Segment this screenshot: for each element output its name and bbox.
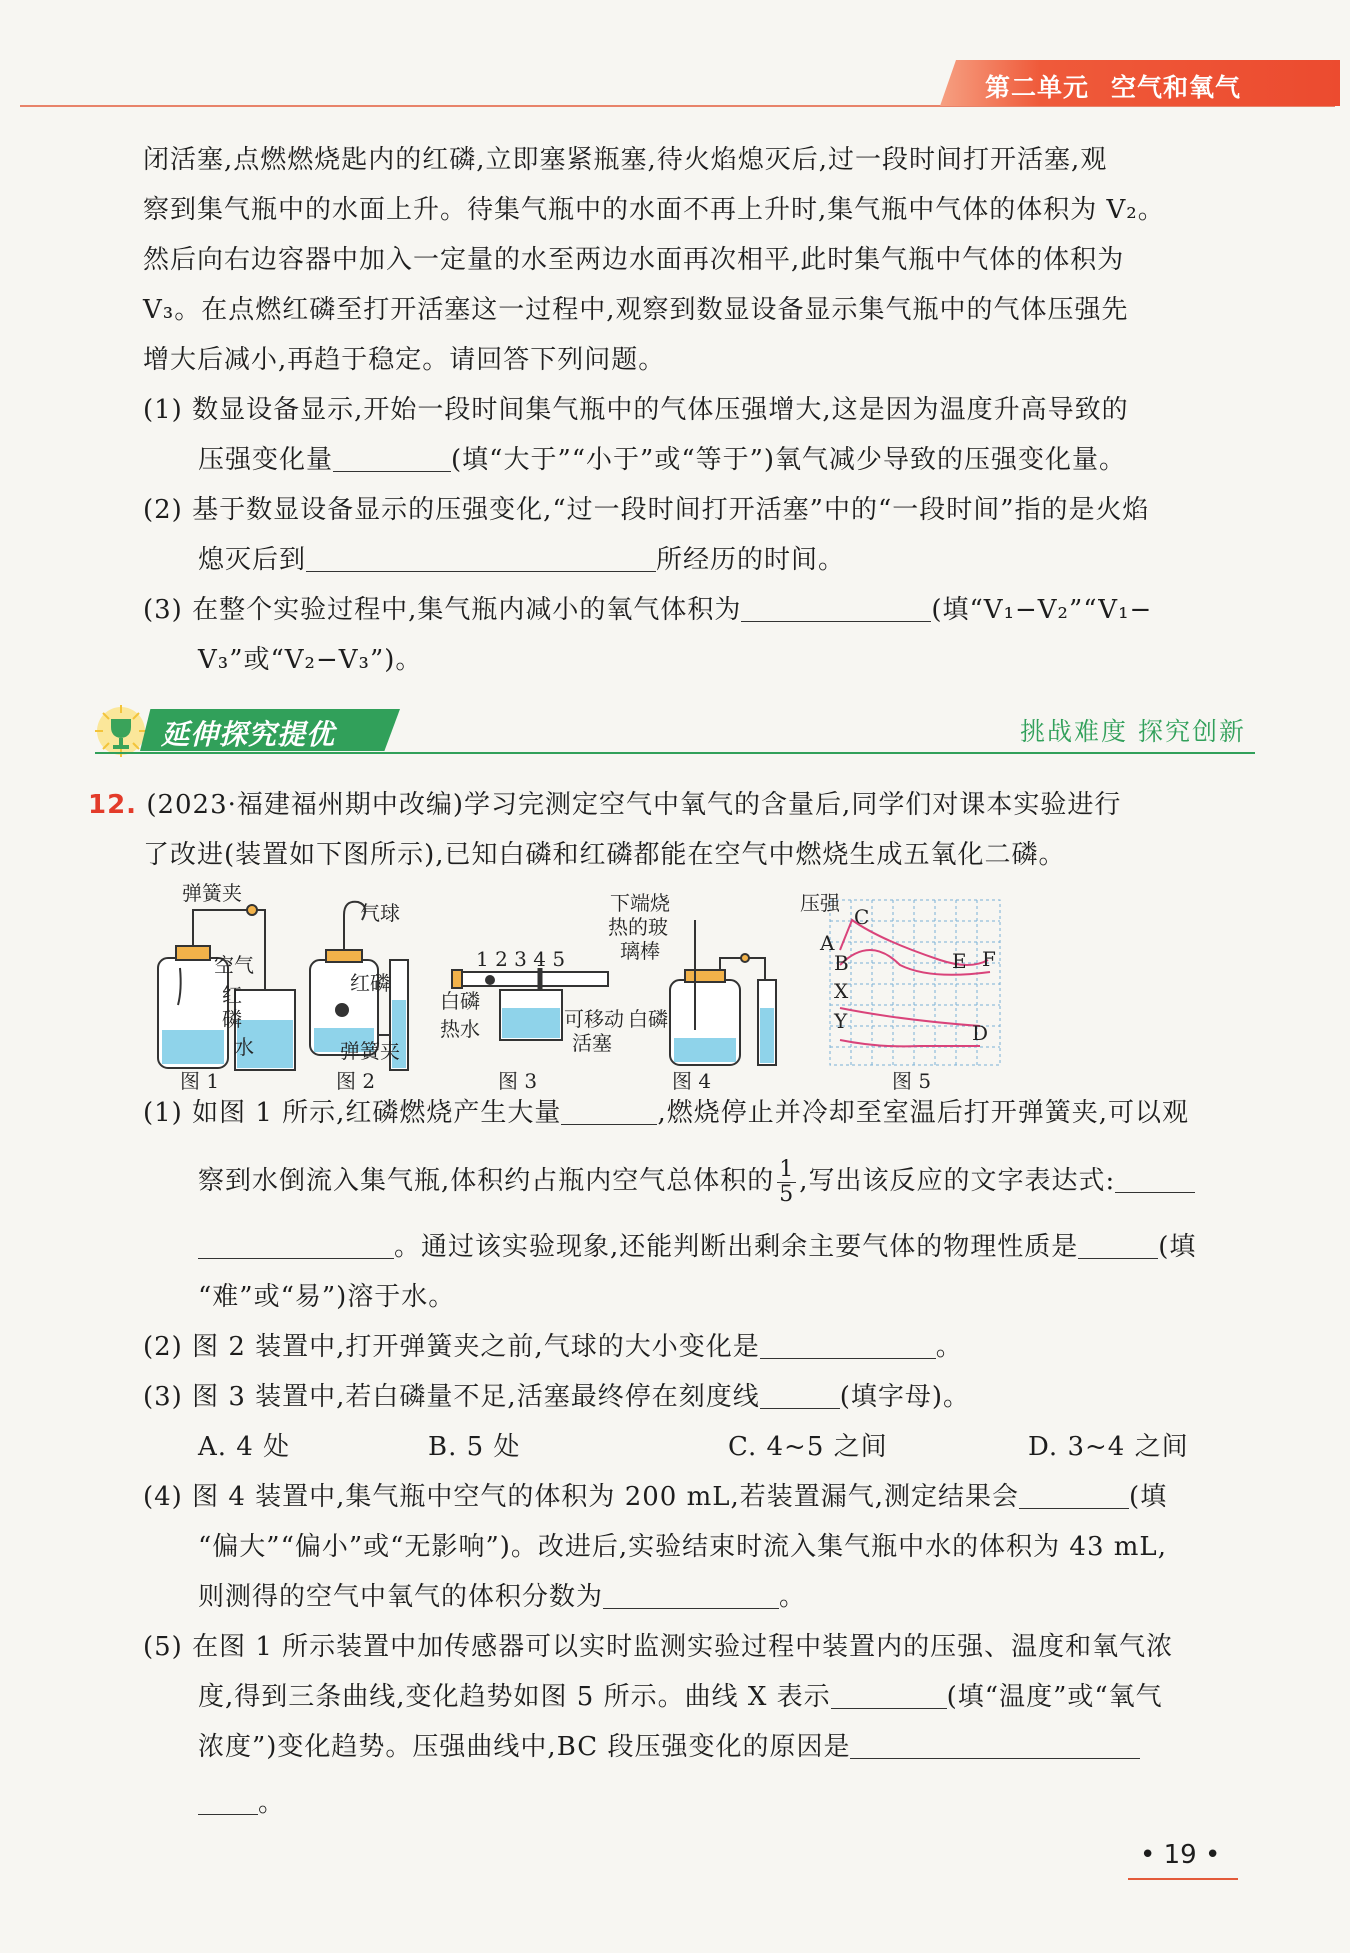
q12-part4-text: (4) 图 4 装置中,集气瓶中空气的体积为 200 mL,若装置漏气,测定结果会 [143, 1482, 1020, 1512]
fig2-label-balloon: 气球 [360, 901, 400, 925]
fig1-label-air: 空气 [214, 953, 254, 977]
answer-blank[interactable] [1115, 1162, 1195, 1193]
fig5-label-f: F [982, 947, 996, 971]
fig3-label-movable: 可移动 [564, 1007, 624, 1031]
fig5-label-b: B [834, 951, 849, 975]
answer-blank[interactable] [306, 541, 656, 572]
q11-part2-line1: (2) 基于数显设备显示的压强变化,“过一段时间打开活塞”中的“一段时间”指的是火焰 [143, 495, 1150, 525]
q12-part4-fill: (填 [1129, 1482, 1168, 1512]
fig2-caption: 图 2 [336, 1069, 376, 1093]
fig2-label-clip: 弹簧夹 [340, 1039, 400, 1063]
fig1-label-water: 水 [234, 1035, 254, 1059]
fig5-caption: 图 5 [892, 1069, 932, 1093]
q12-part1-text2: 察到水倒流入集气瓶,体积约占瓶内空气总体积的 [198, 1166, 775, 1196]
q11-part2-text: 熄灭后到 [198, 545, 307, 575]
fig1-label-red: 红 [222, 983, 242, 1007]
fig1-label-phosphorus: 磷 [222, 1007, 242, 1031]
q12-part5-line4 [198, 1778, 285, 1828]
q12-part4-line2: “偏大”“偏小”或“无影响”)。改进后,实验结束时流入集气瓶中水的体积为 43 mL, [198, 1532, 1167, 1562]
intro-line-1: 闭活塞,点燃燃烧匙内的红磷,立即塞紧瓶塞,待火焰熄灭后,过一段时间打开活塞,观 [143, 145, 1108, 175]
q12-part4-line3 [198, 1572, 806, 1622]
q12-part1-line2 [198, 1156, 1195, 1207]
fig3-caption: 图 3 [498, 1069, 538, 1093]
q12-part1-text: (1) 如图 1 所示,红磷燃烧产生大量 [143, 1098, 562, 1128]
fig3-label-whitep: 白磷 [440, 989, 480, 1013]
q12-part4-line1 [143, 1472, 1167, 1522]
fig4-caption: 图 4 [672, 1069, 712, 1093]
fig5-label-x: X [834, 979, 849, 1003]
q12-part5-fill: (填“温度”或“氧气 [946, 1682, 1163, 1712]
option-c[interactable]: C. 4~5 之间 [728, 1432, 888, 1462]
answer-blank[interactable] [1019, 1478, 1129, 1509]
fig1-caption: 图 1 [180, 1069, 220, 1093]
answer-blank[interactable] [333, 441, 451, 472]
q12-part5-text: 度,得到三条曲线,变化趋势如图 5 所示。曲线 X 表示 [198, 1682, 831, 1712]
intro-line-5: 增大后减小,再趋于稳定。请回答下列问题。 [143, 345, 666, 375]
q12-part3 [143, 1372, 970, 1422]
fig3-scale: 1 2 3 4 5 [476, 947, 566, 971]
q12-part2-text: (2) 图 2 装置中,打开弹簧夹之前,气球的大小变化是 [143, 1332, 760, 1362]
fig4-label-whitep: 白磷 [628, 1007, 668, 1031]
q12-part5-end: 。 [258, 1788, 286, 1818]
q12-part5-line2 [198, 1672, 1163, 1722]
fig5-label-c: C [854, 905, 870, 929]
answer-blank[interactable] [760, 1328, 936, 1359]
q12-part1-line3 [198, 1222, 1196, 1272]
q12-part3-end: (填字母)。 [839, 1382, 970, 1412]
q11-part3-text: (3) 在整个实验过程中,集气瓶内减小的氧气体积为 [143, 595, 742, 625]
answer-blank[interactable] [603, 1578, 779, 1609]
chapter-topic: 空气和氧气 [1111, 73, 1242, 102]
q11-part3-line2: V₃”或“V₂−V₃”)。 [198, 645, 423, 675]
fraction-denominator: 5 [779, 1181, 795, 1207]
answer-blank[interactable] [198, 1784, 258, 1815]
fig4-label-rod2: 热的玻 [608, 915, 668, 939]
fig5-label-e: E [952, 949, 967, 973]
fig5-label-y: Y [834, 1009, 848, 1033]
q11-part2-line2 [198, 535, 845, 585]
q11-part1-line1: (1) 数显设备显示,开始一段时间集气瓶中的气体压强增大,这是因为温度升高导致的 [143, 395, 1129, 425]
chapter-title [985, 68, 1263, 104]
q12-part2-end: 。 [935, 1332, 963, 1362]
figure-strip [140, 880, 1270, 1095]
answer-blank[interactable] [198, 1228, 394, 1259]
intro-line-3: 然后向右边容器中加入一定量的水至两边水面再次相平,此时集气瓶中气体的体积为 [143, 245, 1125, 275]
page-number-rule [1128, 1878, 1238, 1880]
question-number: 12. [88, 790, 138, 820]
q11-part1-text: 压强变化量 [198, 445, 334, 475]
q12-part1-line4: “难”或“易”)溶于水。 [198, 1282, 456, 1312]
q12-part1-prop: 。通过该实验现象,还能判断出剩余主要气体的物理性质是 [394, 1232, 1079, 1262]
q12-part5-line3 [198, 1722, 1140, 1772]
figure-5-curves [840, 920, 990, 1046]
q12-stem-line2: 了改进(装置如下图所示),已知白磷和红磷都能在空气中燃烧生成五氧化二磷。 [143, 840, 1066, 870]
q12-part1-line1 [143, 1088, 1189, 1138]
fraction-numerator: 1 [779, 1156, 795, 1182]
answer-blank[interactable] [760, 1378, 840, 1409]
trophy-icon [95, 705, 147, 757]
page-number: • 19 • [1140, 1840, 1221, 1870]
fig1-label-clip: 弹簧夹 [182, 881, 242, 905]
fig5-label-a: A [820, 931, 835, 955]
option-a[interactable]: A. 4 处 [198, 1432, 291, 1462]
answer-blank[interactable] [1078, 1228, 1158, 1259]
section-title: 延伸探究提优 [161, 718, 336, 751]
q11-part3-line1 [143, 585, 1152, 635]
intro-line-4: V₃。在点燃红磷至打开活塞这一过程中,观察到数显设备显示集气瓶中的气体压强先 [143, 295, 1129, 325]
fig4-label-rod3: 璃棒 [620, 939, 660, 963]
q12-stem-line1 [88, 780, 1121, 830]
q11-part2-tail: 所经历的时间。 [656, 545, 846, 575]
option-b[interactable]: B. 5 处 [428, 1432, 521, 1462]
section-tagline: 挑战难度 探究创新 [1020, 717, 1246, 746]
section-banner [95, 705, 405, 755]
q11-part1-line2 [198, 435, 1126, 485]
answer-blank[interactable] [850, 1728, 1140, 1759]
fig2-label-redp: 红磷 [350, 971, 390, 995]
intro-line-2: 察到集气瓶中的水面上升。待集气瓶中的水面不再上升时,集气瓶中气体的体积为 V₂。 [143, 195, 1165, 225]
q11-part3-options: (填“V₁−V₂”“V₁− [931, 595, 1153, 625]
q12-part1-fill: (填 [1158, 1232, 1197, 1262]
q12-stem-text: (2023·福建福州期中改编)学习完测定空气中氧气的含量后,同学们对课本实验进行 [146, 790, 1122, 820]
q12-part5-text3: 浓度”)变化趋势。压强曲线中,BC 段压强变化的原因是 [198, 1732, 851, 1762]
answer-blank[interactable] [831, 1678, 947, 1709]
fig3-label-hotwater: 热水 [440, 1017, 480, 1041]
fraction-one-fifth [777, 1158, 796, 1207]
answer-blank[interactable] [561, 1094, 657, 1125]
answer-blank[interactable] [741, 591, 931, 622]
section-rule [95, 752, 1255, 754]
fig3-label-piston: 活塞 [572, 1031, 612, 1055]
fig5-label-pressure: 压强 [800, 891, 840, 915]
q12-part5-line1: (5) 在图 1 所示装置中加传感器可以实时监测实验过程中装置内的压强、温度和氧气浓 [143, 1632, 1174, 1662]
q12-part2 [143, 1322, 963, 1372]
fig4-label-rod1: 下端烧 [610, 891, 670, 915]
chapter-unit: 第二单元 [985, 73, 1090, 102]
q12-part4-text3: 则测得的空气中氧气的体积分数为 [198, 1582, 604, 1612]
q12-part4-end: 。 [779, 1582, 807, 1612]
q12-part3-text: (3) 图 3 装置中,若白磷量不足,活塞最终停在刻度线 [143, 1382, 760, 1412]
q12-part1-cont: ,燃烧停止并冷却至室温后打开弹簧夹,可以观 [657, 1098, 1189, 1128]
fig5-label-d: D [972, 1021, 989, 1045]
q11-part1-tail: (填“大于”“小于”或“等于”)氧气减少导致的压强变化量。 [451, 445, 1127, 475]
figure-4 [670, 920, 776, 1065]
option-d[interactable]: D. 3~4 之间 [1028, 1432, 1189, 1462]
q12-part1-prompt: ,写出该反应的文字表达式: [799, 1166, 1116, 1196]
